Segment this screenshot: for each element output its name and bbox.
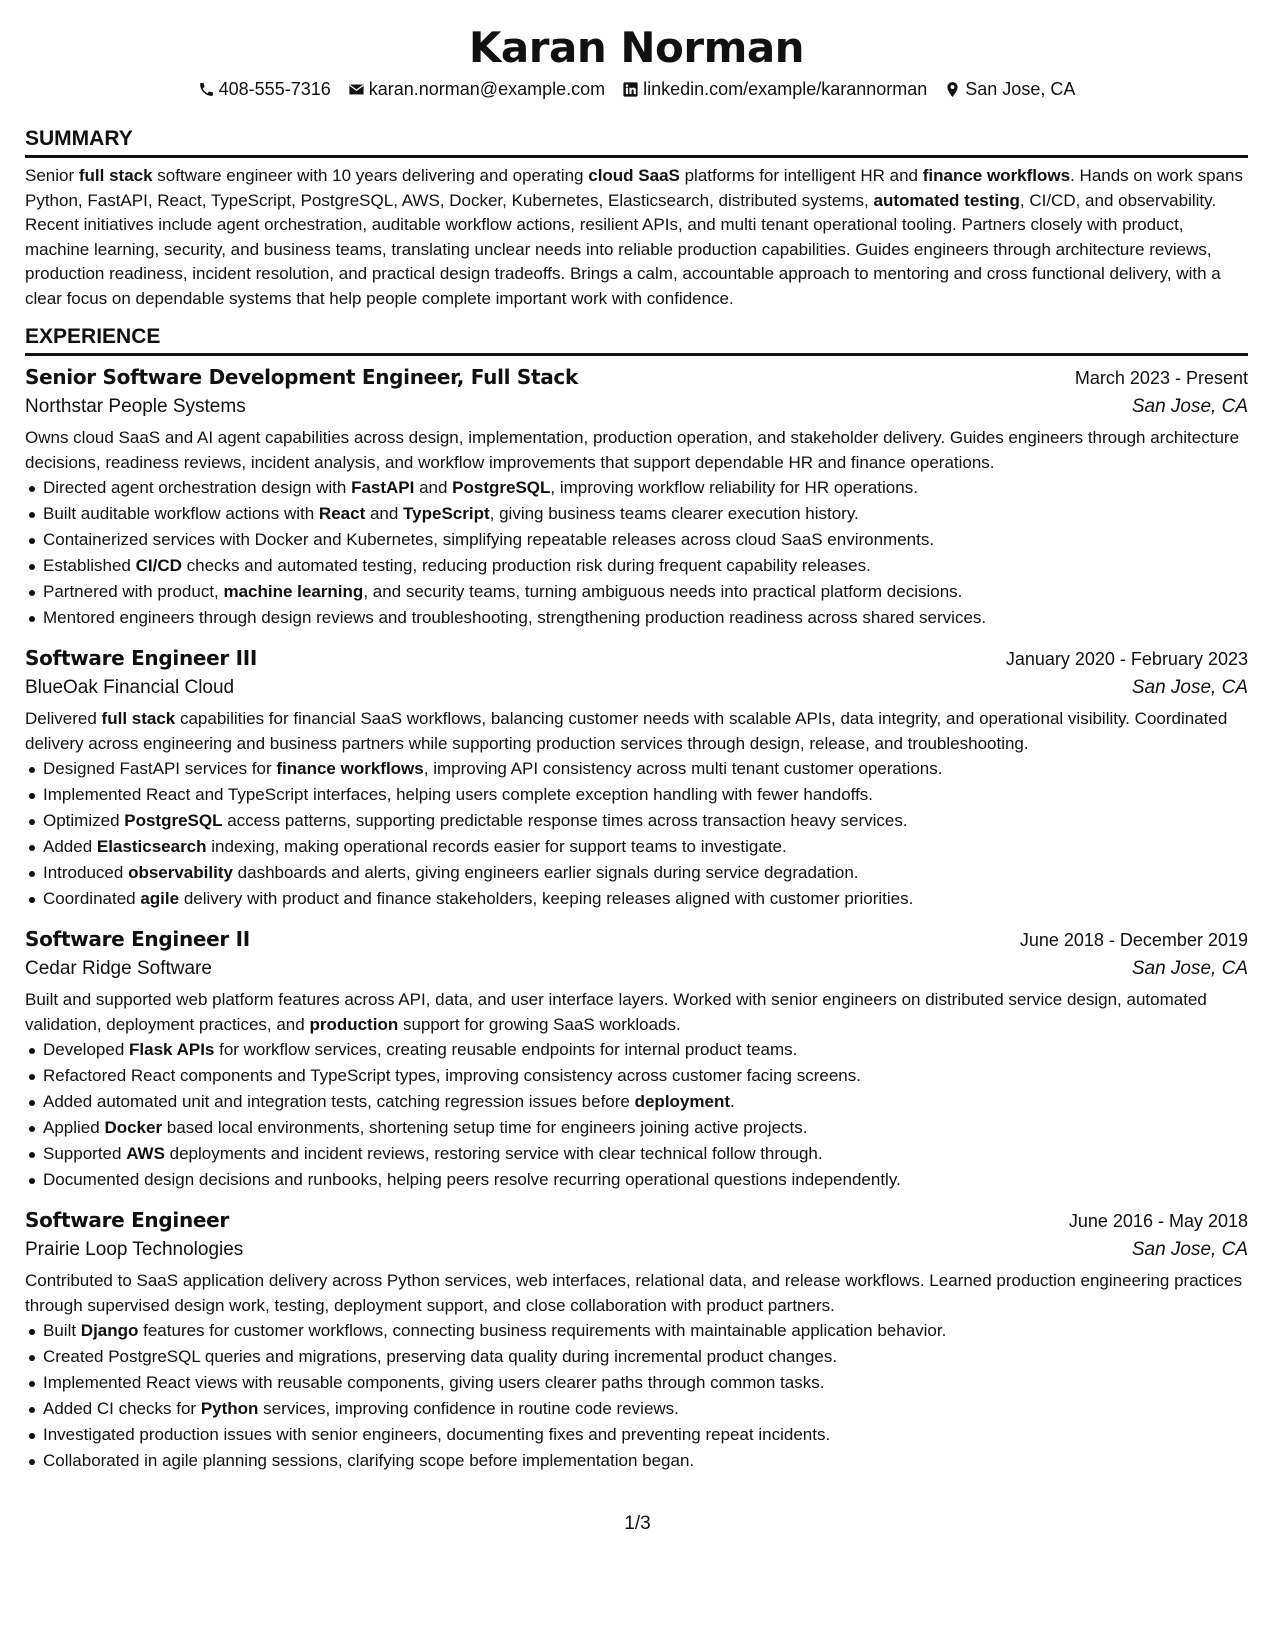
- text-run: Directed agent orchestration design with: [43, 478, 352, 497]
- text-run: checks and automated testing, reducing production risk during frequent capability releases.: [181, 556, 871, 575]
- job-entry: [25, 1206, 1248, 1474]
- job-dates: March 2023 - Present: [1074, 368, 1248, 388]
- job-entry: [25, 644, 1248, 912]
- job-description: [25, 707, 1248, 756]
- bold-keyword: FastAPI: [351, 478, 415, 497]
- bullet-item: [43, 1344, 1248, 1370]
- text-run: Contributed to SaaS application delivery across Python services, web interfaces, relational data, and release workflows. Learned production engineering practices through supervised design work, testing, deployment support, and close collaboration with product partners.: [25, 1271, 1243, 1315]
- bullet-item: [43, 808, 1248, 834]
- bullet-item: [43, 1037, 1248, 1063]
- job-entry: [25, 363, 1248, 631]
- text-run: software engineer with 10 years delivering and operating: [152, 166, 589, 185]
- bold-keyword: Docker: [104, 1118, 163, 1137]
- bold-keyword: finance workflows: [276, 759, 424, 778]
- job-title: Senior Software Development Engineer, Full Stack: [25, 365, 578, 389]
- phone-icon: [198, 81, 215, 98]
- text-run: based local environments, shortening setup time for engineers joining active projects.: [162, 1118, 808, 1137]
- text-run: . Hands on work spans Python, FastAPI, React, TypeScript, PostgreSQL, AWS, Docker, Kubernetes, Elasticsearch, distributed systems,: [25, 166, 1244, 210]
- bullet-item: [43, 756, 1248, 782]
- bold-keyword: Flask APIs: [129, 1040, 215, 1059]
- bold-keyword: PostgreSQL: [124, 811, 223, 830]
- text-run: platforms for intelligent HR and: [679, 166, 923, 185]
- job-location: San Jose, CA: [1131, 396, 1248, 417]
- bullet-item: [43, 579, 1248, 605]
- bullet-item: [43, 527, 1248, 553]
- bold-keyword: full stack: [78, 166, 153, 185]
- text-run: Delivered: [25, 709, 102, 728]
- contact-phone: [198, 77, 331, 101]
- text-run: delivery with product and finance stakeholders, keeping releases aligned with customer priorities.: [179, 889, 914, 908]
- bullet-item: [43, 475, 1248, 501]
- text-run: Added CI checks for: [43, 1399, 201, 1418]
- bold-keyword: deployment: [634, 1092, 730, 1111]
- linkedin-icon: [622, 81, 639, 98]
- bullet-item: [43, 782, 1248, 808]
- job-dates: June 2018 - December 2019: [1019, 930, 1248, 950]
- text-run: Added automated unit and integration tests, catching regression issues before: [43, 1092, 635, 1111]
- job-description: [25, 426, 1248, 475]
- job-location: San Jose, CA: [1131, 677, 1248, 698]
- bold-keyword: React: [318, 504, 366, 523]
- job-company: Prairie Loop Technologies: [25, 1239, 244, 1260]
- job-company: Northstar People Systems: [25, 396, 246, 417]
- job-location: San Jose, CA: [1131, 1239, 1248, 1260]
- text-run: services, improving confidence in routine code reviews.: [258, 1399, 679, 1418]
- bold-keyword: cloud SaaS: [588, 166, 680, 185]
- bold-keyword: machine learning: [223, 582, 364, 601]
- bullet-item: [43, 1115, 1248, 1141]
- job-company: BlueOak Financial Cloud: [25, 677, 235, 698]
- text-run: Designed FastAPI services for: [43, 759, 277, 778]
- bullet-item: [43, 1089, 1248, 1115]
- job-bullets: [25, 1318, 1248, 1474]
- text-run: dashboards and alerts, giving engineers earlier signals during service degradation.: [232, 863, 859, 882]
- bullet-item: [43, 860, 1248, 886]
- text-run: Applied: [43, 1118, 105, 1137]
- text-run: Built: [43, 1321, 81, 1340]
- resume-page: [25, 22, 1248, 1474]
- job-bullets: [25, 475, 1248, 631]
- bold-keyword: TypeScript: [403, 504, 490, 523]
- bold-keyword: PostgreSQL: [452, 478, 551, 497]
- job-dates: June 2016 - May 2018: [1068, 1211, 1248, 1231]
- bullet-item: [43, 1396, 1248, 1422]
- bold-keyword: Elasticsearch: [96, 837, 207, 856]
- job-header: [25, 363, 1248, 392]
- map-pin-icon: [944, 81, 961, 98]
- job-list: [25, 363, 1248, 1474]
- text-run: Implemented React and TypeScript interfaces, helping users complete exception handling with fewer handoffs.: [43, 785, 874, 804]
- text-run: Developed: [43, 1040, 130, 1059]
- text-run: , improving workflow reliability for HR operations.: [550, 478, 918, 497]
- bold-keyword: observability: [128, 863, 233, 882]
- text-run: deployments and incident reviews, restoring service with clear technical follow through.: [164, 1144, 823, 1163]
- job-location: San Jose, CA: [1131, 958, 1248, 979]
- text-run: , improving API consistency across multi tenant customer operations.: [423, 759, 943, 778]
- job-company: Cedar Ridge Software: [25, 958, 212, 979]
- bullet-item: [43, 1422, 1248, 1448]
- text-run: , CI/CD, and observability. Recent initiatives include agent orchestration, auditable workflow actions, resilient APIs, and multi tenant operational tooling. Partners closely with product, machine learning, security, and business teams, translating unclear needs into reliable production capabilities. Guides engineers through architecture reviews, production readiness, incident resolution, and practical design tradeoffs. Brings a calm, accountable approach to mentoring and cross functional delivery, with a clear focus on dependable systems that help people complete important work with confidence.: [25, 190, 1221, 308]
- bold-keyword: full stack: [101, 709, 176, 728]
- contact-email: [348, 77, 605, 101]
- phone-text: 408-555-7316: [218, 79, 331, 99]
- bullet-item: [43, 1063, 1248, 1089]
- page-number: 1/3: [624, 1513, 651, 1534]
- bold-keyword: CI/CD: [135, 556, 182, 575]
- experience-section: [25, 323, 1248, 1474]
- text-run: and: [414, 478, 453, 497]
- job-subheader: [25, 955, 1248, 983]
- job-description: [25, 1269, 1248, 1318]
- text-run: Investigated production issues with senior engineers, documenting fixes and preventing repeat incidents.: [43, 1425, 831, 1444]
- bold-keyword: finance workflows: [922, 166, 1071, 185]
- text-run: Refactored React components and TypeScript types, improving consistency across customer facing screens.: [43, 1066, 861, 1085]
- job-subheader: [25, 674, 1248, 702]
- bullet-item: [43, 1370, 1248, 1396]
- summary-section: [25, 125, 1248, 311]
- text-run: Containerized services with Docker and Kubernetes, simplifying repeatable releases across cloud SaaS environments.: [43, 530, 935, 549]
- contact-linkedin: [622, 77, 927, 101]
- job-bullets: [25, 756, 1248, 912]
- bold-keyword: agile: [140, 889, 180, 908]
- bullet-item: [43, 1141, 1248, 1167]
- bullet-item: [43, 834, 1248, 860]
- text-run: Built auditable workflow actions with: [43, 504, 319, 523]
- text-run: Created PostgreSQL queries and migrations, preserving data quality during incremental product changes.: [43, 1347, 838, 1366]
- job-dates: January 2020 - February 2023: [1005, 649, 1248, 669]
- linkedin-link[interactable]: linkedin.com/example/karannorman: [643, 79, 928, 99]
- text-run: Partnered with product,: [43, 582, 224, 601]
- job-description: [25, 988, 1248, 1037]
- summary-text: [25, 164, 1248, 311]
- text-run: Coordinated: [43, 889, 141, 908]
- job-bullets: [25, 1037, 1248, 1193]
- job-title: Software Engineer II: [25, 927, 250, 951]
- experience-heading: EXPERIENCE: [25, 323, 1248, 356]
- text-run: Collaborated in agile planning sessions, clarifying scope before implementation began.: [43, 1451, 695, 1470]
- bullet-item: [43, 605, 1248, 631]
- text-run: Built and supported web platform features across API, data, and user interface layers. Worked with senior engineers on distributed service design, automated validation, deployment practices, and: [25, 990, 1207, 1034]
- location-text: San Jose, CA: [965, 79, 1076, 99]
- job-header: [25, 644, 1248, 673]
- bold-keyword: Python: [200, 1399, 259, 1418]
- text-run: Supported: [43, 1144, 127, 1163]
- text-run: Mentored engineers through design reviews and troubleshooting, strengthening production readiness across shared services.: [43, 608, 987, 627]
- bullet-item: [43, 553, 1248, 579]
- bullet-item: [43, 501, 1248, 527]
- text-run: indexing, making operational records easier for support teams to investigate.: [206, 837, 787, 856]
- job-title: Software Engineer III: [25, 646, 258, 670]
- bullet-item: [43, 886, 1248, 912]
- bullet-item: [43, 1318, 1248, 1344]
- text-run: access patterns, supporting predictable response times across transaction heavy services.: [222, 811, 908, 830]
- text-run: Optimized: [43, 811, 125, 830]
- bold-keyword: Django: [80, 1321, 139, 1340]
- job-title: Software Engineer: [25, 1208, 229, 1232]
- job-entry: [25, 925, 1248, 1193]
- text-run: Established: [43, 556, 136, 575]
- text-run: for workflow services, creating reusable endpoints for internal product teams.: [214, 1040, 798, 1059]
- text-run: support for growing SaaS workloads.: [398, 1014, 681, 1034]
- contact-bar: [25, 77, 1248, 101]
- bullet-item: [43, 1167, 1248, 1193]
- text-run: Owns cloud SaaS and AI agent capabilities across design, implementation, production operation, and stakeholder delivery. Guides engineers through architecture decisions, readiness reviews, incident analysis, and workflow improvements that support dependable HR and finance operations.: [25, 428, 1240, 472]
- bold-keyword: AWS: [126, 1144, 165, 1163]
- text-run: features for customer workflows, connecting business requirements with maintainable application behavior.: [138, 1321, 947, 1340]
- text-run: , giving business teams clearer execution history.: [489, 504, 859, 523]
- text-run: Implemented React views with reusable components, giving users clearer paths through common tasks.: [43, 1373, 825, 1392]
- candidate-name: Karan Norman: [468, 23, 805, 72]
- job-header: [25, 925, 1248, 954]
- envelope-icon: [348, 81, 365, 98]
- email-link[interactable]: karan.norman@example.com: [368, 79, 606, 99]
- text-run: Introduced: [43, 863, 129, 882]
- bold-keyword: automated testing: [873, 190, 1020, 210]
- text-run: .: [730, 1092, 735, 1111]
- job-header: [25, 1206, 1248, 1235]
- text-run: Senior: [25, 166, 79, 185]
- contact-location: [944, 77, 1075, 101]
- text-run: and: [365, 504, 404, 523]
- text-run: capabilities for financial SaaS workflows, balancing customer needs with scalable APIs, data integrity, and operational visibility. Coordinated delivery across engineering and business partners while supporting production services through design, release, and troubleshooting.: [25, 709, 1228, 753]
- job-subheader: [25, 1236, 1248, 1264]
- job-subheader: [25, 393, 1248, 421]
- text-run: Documented design decisions and runbooks, helping peers resolve recurring operational questions independently.: [43, 1170, 901, 1189]
- summary-heading: SUMMARY: [25, 125, 1248, 158]
- text-run: , and security teams, turning ambiguous needs into practical platform decisions.: [363, 582, 963, 601]
- text-run: Added: [43, 837, 97, 856]
- bold-keyword: production: [309, 1014, 399, 1034]
- bullet-item: [43, 1448, 1248, 1474]
